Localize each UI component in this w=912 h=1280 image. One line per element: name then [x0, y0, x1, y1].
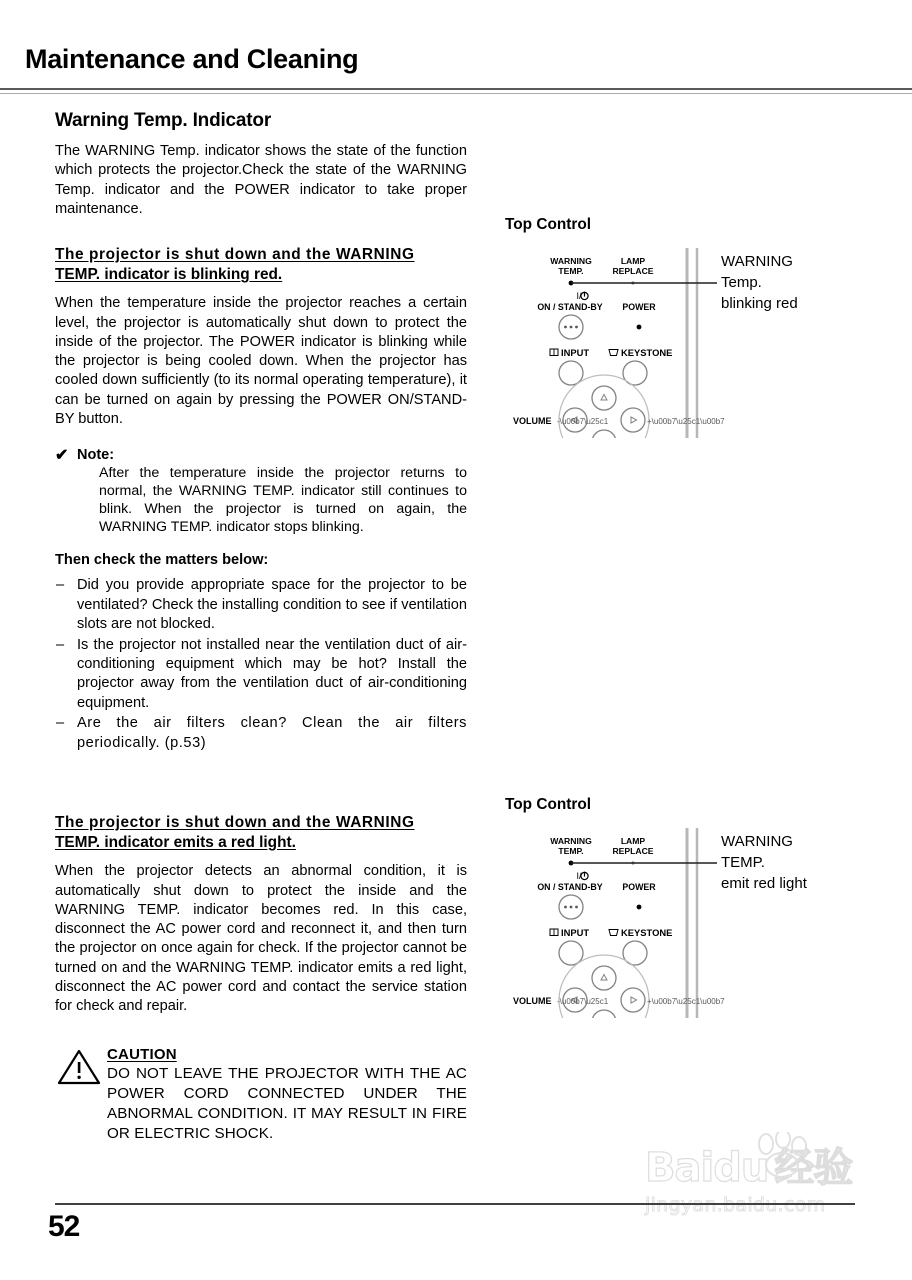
- watermark: [645, 1145, 875, 1248]
- volume-down-icon: -\u00b7\u25c1: [557, 417, 609, 426]
- lamp-replace-label-line2: REPLACE: [612, 846, 654, 856]
- power-led: [637, 325, 642, 330]
- left-column: [55, 96, 467, 1143]
- volume-label: VOLUME: [513, 996, 552, 1006]
- subsection-2-heading: [55, 813, 467, 852]
- caution-title: CAUTION: [107, 1046, 177, 1064]
- diagram-2-title: Top Control: [505, 796, 592, 813]
- dash-bullet-icon: –: [56, 577, 65, 594]
- keystone-label: KEYSTONE: [621, 927, 673, 938]
- on-standby-label: ON / STAND-BY: [537, 882, 603, 892]
- warning-temp-label-line2: TEMP.: [558, 846, 584, 856]
- list-item: [55, 636, 467, 714]
- header-rule-secondary: [0, 93, 912, 94]
- warning-temp-label-line1: WARNING: [550, 836, 592, 846]
- note-body: After the temperature inside the projector returns to normal, the WARNING TEMP. indicator still continues to blink. When the projector is turned on again, the WARNING TEMP. indicator stops blinking.: [99, 465, 467, 536]
- right-button: [621, 408, 645, 432]
- subsection-2-heading-line1: The projector is shut down and the WARNING: [55, 813, 415, 831]
- paw-print-icon: [750, 1132, 812, 1178]
- input-icon: [550, 349, 558, 356]
- checklist: [55, 576, 467, 753]
- diagram-1-title: Top Control: [505, 216, 592, 233]
- diagram-1-container: [505, 216, 885, 438]
- lamp-replace-label-line1: LAMP: [620, 836, 646, 846]
- checkmark-icon: ✔: [55, 447, 69, 465]
- list-item-text: Is the projector not installed near the ventilation duct of air-conditioning equipment which may be hot? Install the projector away from the ventilation duct of air-conditioning equipment.: [77, 636, 467, 711]
- top-control-illustration-2: [505, 828, 885, 1018]
- subsection-1-heading: [55, 245, 467, 284]
- down-button: [592, 1010, 616, 1018]
- callout-line-2: Temp.: [721, 274, 762, 291]
- volume-label: VOLUME: [513, 416, 552, 426]
- power-label: POWER: [622, 882, 656, 892]
- power-led: [637, 905, 642, 910]
- callout-line-1: WARNING: [721, 833, 793, 850]
- page-header: [0, 0, 912, 96]
- section-heading: Warning Temp. Indicator: [55, 110, 272, 131]
- diagram-2-container: [505, 796, 885, 1018]
- power-label: POWER: [622, 302, 656, 312]
- volume-up-icon: +\u00b7\u25c1\u00b7: [647, 997, 725, 1006]
- watermark-brand: Baidu 经验: [645, 1145, 853, 1191]
- volume-up-icon: +\u00b7\u25c1\u00b7: [647, 417, 725, 426]
- up-button: [592, 386, 616, 410]
- then-check-label: Then check the matters below:: [55, 552, 269, 569]
- dash-bullet-icon: –: [56, 636, 65, 653]
- watermark-url: jingyan.baidu.com: [645, 1194, 826, 1216]
- list-item-text: Are the air filters clean? Clean the air filters periodically. (p.53): [77, 715, 467, 751]
- list-item: [55, 714, 467, 753]
- subsection-1-heading-line1: The projector is shut down and the WARNING: [55, 246, 415, 263]
- subsection-2-heading-line2: TEMP. indicator emits a red light.: [55, 833, 296, 851]
- keystone-icon: [609, 930, 618, 936]
- note-label: Note:: [77, 447, 115, 464]
- list-item: [55, 576, 467, 634]
- note-heading: [55, 447, 467, 465]
- power-symbol-label: I/: [576, 291, 582, 301]
- diagram-1: [505, 248, 885, 438]
- caution-text: DO NOT LEAVE THE PROJECTOR WITH THE AC POWER CORD CONNECTED UNDER THE ABNORMAL CONDITION. IT MAY RESULT IN FIRE OR ELECTRIC SHOCK.: [107, 1065, 467, 1142]
- warning-temp-label-line1: WARNING: [550, 256, 592, 266]
- list-item-text: Did you provide appropriate space for the projector to be ventilated? Check the installing condition to see if ventilation slots are not blocked.: [77, 577, 467, 633]
- dash-bullet-icon: –: [56, 715, 65, 732]
- page-number: 52: [48, 1210, 80, 1243]
- watermark-cn: 经验: [774, 1145, 853, 1191]
- footer-rule: [55, 1203, 855, 1205]
- diagram-2: [505, 828, 885, 1018]
- warning-triangle-icon: [57, 1048, 101, 1086]
- header-rule-primary: [0, 88, 912, 90]
- subsection-1-body: When the temperature inside the projector reaches a certain level, the projector is automatically shut down to protect the inside of the projector. The POWER indicator is blinking while the projector is being cooled down. When the projector has cooled down sufficiently (to its normal operating temperature), it can be turned on again by pressing the POWER ON/STAND-BY button.: [55, 295, 467, 427]
- input-icon: [550, 929, 558, 936]
- volume-down-icon: -\u00b7\u25c1: [557, 997, 609, 1006]
- input-button: [559, 941, 583, 965]
- down-button: [592, 430, 616, 438]
- power-symbol-label: I/: [576, 871, 582, 881]
- right-button: [621, 988, 645, 1012]
- note-block: [55, 447, 467, 536]
- callout-line-3: blinking red: [721, 295, 798, 312]
- input-button: [559, 361, 583, 385]
- lamp-replace-label-line2: REPLACE: [612, 266, 654, 276]
- input-label: INPUT: [561, 927, 590, 938]
- warning-temp-label-line2: TEMP.: [558, 266, 584, 276]
- keystone-icon: [609, 350, 618, 356]
- caution-block: [55, 1046, 467, 1143]
- subsection-1-heading-line2: TEMP. indicator is blinking red.: [55, 265, 283, 283]
- callout-line-3: emit red light: [721, 875, 807, 892]
- lamp-replace-label-line1: LAMP: [620, 256, 646, 266]
- subsection-2-body: When the projector detects an abnormal condition, it is automatically shut down to protect the inside and the WARNING TEMP. indicator becomes red. In this case, disconnect the AC power cord and reconnect it, and then turn the projector on once again for check. If the projector cannot be turned on and the WARNING TEMP. indicator emits a red light, disconnect the AC power cord and contact the service station for check and repair.: [55, 863, 467, 1015]
- page-title: Maintenance and Cleaning: [25, 44, 359, 74]
- top-control-illustration-1: [505, 248, 885, 438]
- up-button: [592, 966, 616, 990]
- input-label: INPUT: [561, 347, 590, 358]
- callout-line-1: WARNING: [721, 253, 793, 270]
- keystone-label: KEYSTONE: [621, 347, 673, 358]
- on-standby-label: ON / STAND-BY: [537, 302, 603, 312]
- intro-paragraph: The WARNING Temp. indicator shows the state of the function which protects the projector.Check the state of the WARNING Temp. indicator and the POWER indicator to take proper maintenance.: [55, 143, 467, 217]
- callout-line-2: TEMP.: [721, 854, 765, 871]
